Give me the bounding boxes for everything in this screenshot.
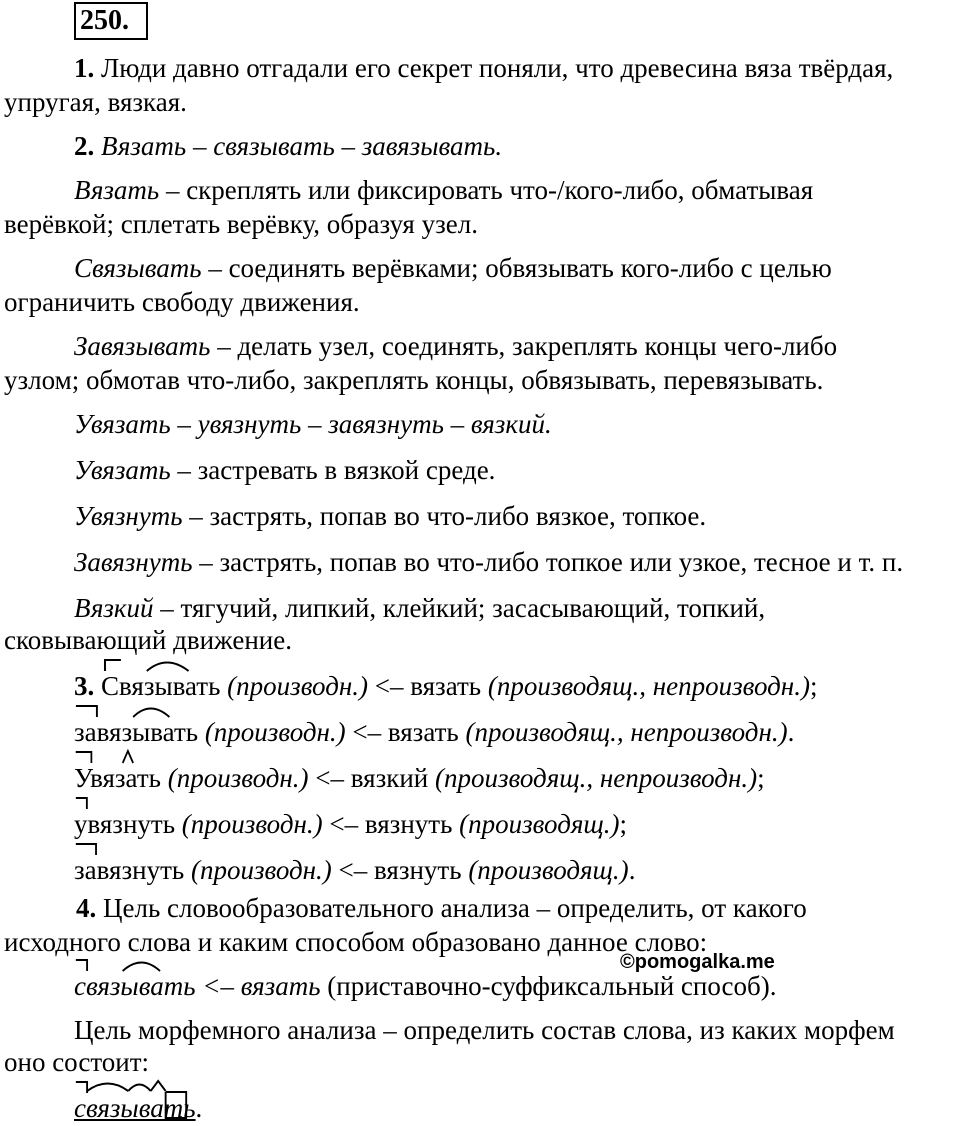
def-word: Увязнуть (74, 501, 183, 531)
p4-morph-example (74, 1092, 202, 1124)
source-label: (производящ.) (468, 855, 629, 885)
p4-line-2: исходного слова и каким способом образовано данное слово: (4, 927, 708, 957)
p2-line (74, 130, 502, 162)
def-text: – соединять верёвками; обвязывать кого-либо с целью (201, 253, 832, 283)
morpheme-marks-icon (74, 1080, 196, 1120)
derived-label: (производн.) (198, 717, 353, 747)
def-word: Связывать (74, 253, 202, 283)
punct: . (787, 717, 795, 747)
def-zavyazyvat-line-2: узлом; обмотав что-либо, закреплять концы, обвязывать, перевязывать. (4, 365, 824, 395)
prefix-arc-mark-icon (101, 658, 220, 672)
derived-word: завязывать (74, 716, 198, 748)
def-vyazat-line-2: верёвкой; сплетать верёвку, образуя узел. (4, 209, 478, 239)
source-word: <– вязнуть (338, 855, 469, 885)
p1-label: 1. (74, 53, 95, 83)
watermark: ©pomogalka.me (620, 951, 775, 973)
p4-label: 4. (76, 893, 97, 923)
derived-word: Увязать (74, 762, 161, 794)
def-text: – делать узел, соединять, закреплять концы чего-либо (210, 331, 838, 361)
punct: ; (809, 671, 818, 701)
source-label: (производящ.) (459, 809, 620, 839)
p4-morph-line-2: оно состоит: (4, 1047, 150, 1077)
def-text: – скреплять или фиксировать что-/кого-либо, обматывая (159, 175, 814, 205)
source-label: (производящ., непроизводн.) (487, 671, 810, 701)
def-svyazyvat-line-2: ограничить свободу движения. (4, 287, 360, 317)
p4-morph-line-1: Цель морфемного анализа – определить состав слова, из каких морфем (74, 1015, 895, 1045)
punct: . (628, 855, 636, 885)
def-svyazyvat-line-1 (74, 252, 832, 284)
p1-line-1 (74, 52, 893, 84)
def-text: – застревать в вязкой среде. (170, 455, 496, 485)
derived-word: завязнуть (74, 854, 184, 886)
prefix-arc-mark-icon (74, 958, 196, 972)
p4-example (74, 970, 777, 1002)
prefix-mark-icon (74, 796, 175, 810)
def-vyazat-line-1 (74, 174, 813, 206)
def-word: Вязкий (74, 593, 154, 623)
def-zavyaznut (74, 546, 903, 578)
punct: ; (619, 809, 628, 839)
def-vyazkiy-line-2: сковывающий движение. (4, 625, 292, 655)
source-word: <– вязкий (315, 763, 436, 793)
morph-word: связывать (74, 1092, 196, 1124)
def-text: – застрять, попав во что-либо вязкое, топкое. (182, 501, 707, 531)
p3-row-3 (74, 762, 765, 794)
p2-series: Вязать – связывать – завязывать. (94, 131, 503, 161)
def-uvyazat (74, 454, 495, 486)
derived-word: Связывать (101, 670, 220, 702)
def-uvyaznut (74, 500, 706, 532)
example-source: <– вязать (195, 971, 321, 1001)
p1-text-1: Люди давно отгадали его секрет поняли, что древесина вяза твёрдая, (94, 53, 894, 83)
p3-row-2 (74, 716, 794, 748)
derived-label: (производн.) (160, 763, 316, 793)
def-word: Завязывать (74, 331, 211, 361)
def-word: Вязать (74, 175, 160, 205)
p3-row-4 (74, 808, 627, 840)
series-2: Увязать – увязнуть – завязнуть – вязкий. (74, 409, 552, 439)
source-word: <– вязнуть (329, 809, 460, 839)
punct: . (195, 1093, 203, 1123)
example-word: связывать (74, 970, 196, 1002)
p4-text-1: Цель словообразовательного анализа – определить, от какого (96, 893, 807, 923)
source-label: (производящ., непроизводн.) (465, 717, 788, 747)
p4-line-1 (76, 892, 807, 924)
derived-label: (производн.) (184, 855, 339, 885)
p2-label: 2. (74, 131, 95, 161)
source-word: <– вязать (374, 671, 488, 701)
p3-row-5 (74, 854, 635, 886)
def-zavyazyvat-line-1 (74, 330, 837, 362)
prefix-suffix-mark-icon (74, 750, 161, 764)
source-word: <– вязать (352, 717, 466, 747)
def-word: Увязать (74, 455, 171, 485)
derived-label: (производн.) (175, 809, 330, 839)
p3-row-1 (74, 670, 817, 702)
prefix-mark-icon (74, 842, 184, 856)
def-vyazkiy-line-1 (74, 592, 765, 624)
exercise-number: 250. (74, 2, 148, 40)
derived-word: увязнуть (74, 808, 175, 840)
punct: ; (757, 763, 765, 793)
p3-label: 3. (74, 671, 95, 701)
source-label: (производящ., непроизводн.) (435, 763, 758, 793)
prefix-suffix-mark-icon (74, 704, 198, 718)
example-note: (приставочно-суффиксальный способ). (320, 971, 777, 1001)
def-word: Завязнуть (74, 547, 193, 577)
def-text: – тягучий, липкий, клейкий; засасывающий, топкий, (153, 593, 766, 623)
def-text: – застрять, попав во что-либо топкое или узкое, тесное и т. п. (192, 547, 904, 577)
derived-label: (производн.) (220, 671, 375, 701)
p1-line-2: упругая, вязкая. (4, 87, 187, 117)
